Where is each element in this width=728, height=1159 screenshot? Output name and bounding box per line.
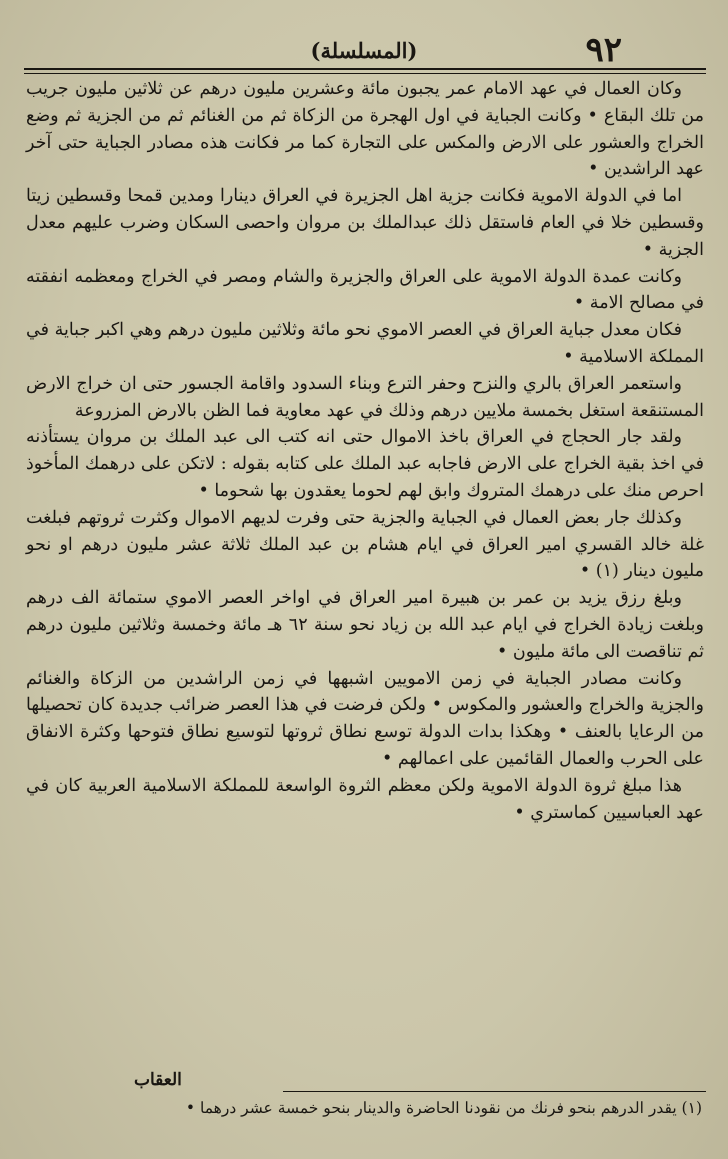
page-number: ٩٢ [585,30,622,70]
body-text [26,76,704,826]
header-rule [24,68,706,70]
paragraph: ولقد جار الحجاج في العراق باخذ الاموال حتى انه كتب الى عبد الملك بن مروان يستأذنه في اخذ بقية الخراج على الارض فاجابه عبد الملك على كتابه بقوله : لاتكن على درهمك المأخوذ احرص منك على درهمك المتروك وابق لهم لحوما يعقدون بها شحوما • [26,427,704,501]
paragraph: واستعمر العراق بالري والنزح وحفر الترع وبناء السدود واقامة الجسور حتى ان خراج الارض المستنقعة استغل بخمسة ملايين درهم وذلك في عهد معاوية فما الظن بالارض المزروعة [26,373,704,421]
paragraph: وكذلك جار بعض العمال في الجباية والجزية حتى وفرت لديهم الاموال وكثرت ثروتهم فبلغت غلة خالد القسري امير العراق في ايام هشام بن عبد الملك ثلاثة عشر مليون درهم او نحو مليون دينار (١) • [26,507,704,582]
footnote-rule [283,1091,706,1092]
paragraph: وكانت عمدة الدولة الاموية على العراق والجزيرة والشام ومصر في الخراج ومعظمه انفقته في مصالح الامة • [26,266,704,314]
page-header [26,30,702,70]
paragraph: وكان العمال في عهد الامام عمر يجبون مائة وعشرين مليون درهم عن ثلاثين مليون جريب من تلك البقاع • وكانت الجباية في اول الهجرة من الزكاة ثم من الغنائم ثم من الجزية ثم وضع الخراج والعشور على الارض والمكس على التجارة كما مر فكانت هذه مصادر الجباية حتى آخر عهد الراشدين • [26,79,704,180]
paragraph: اما في الدولة الاموية فكانت جزية اهل الجزيرة في العراق دينارا ومدين قمحا وقسطين زيتا وقسطين خلا في العام فاستقل ذلك عبدالملك بن مروان واحصى السكان وضرب عليهم معدل الجزية • [26,186,704,260]
footnote: (١) يقدر الدرهم بنحو فرنك من نقودنا الحاضرة والدينار بنحو خمسة عشر درهما • [185,1099,702,1117]
paragraph: وبلغ رزق يزيد بن عمر بن هبيرة امير العراق في اواخر العصر الاموي ستمائة الف درهم وبلغت زيادة الخراج في ايام عبد الله بن زياد نحو سنة ٦٢ هـ مائة وخمسة وثلاثين مليون درهم ثم تناقصت الى مائة مليون • [26,588,704,662]
paragraph: هذا مبلغ ثروة الدولة الاموية ولكن معظم الثروة الواسعة للمملكة الاسلامية العربية كان في عهد العباسيين كماستري • [26,775,704,823]
paragraph: وكانت مصادر الجباية في زمن الامويين اشبهها في زمن الراشدين من الزكاة والغنائم والجزية والخراج والعشور والمكوس • ولكن فرضت في هذا العصر ضرائب جديدة كان تحصيلها من الرعايا بالعنف • وهكذا بدات الدولة توسع نطاق ثروتها لتوسيع نطاق فتوحها وكثرة الانفاق على الحرب والعمال القائمين على اعمالهم • [26,668,704,769]
paragraph: فكان معدل جباية العراق في العصر الاموي نحو مائة وثلاثين مليون درهم وهي اكبر جباية في المملكة الاسلامية • [26,320,704,367]
running-title: (المسلسلة) [310,38,418,63]
catchword: العقاب [134,1070,182,1090]
header-rule-thin [24,73,706,74]
